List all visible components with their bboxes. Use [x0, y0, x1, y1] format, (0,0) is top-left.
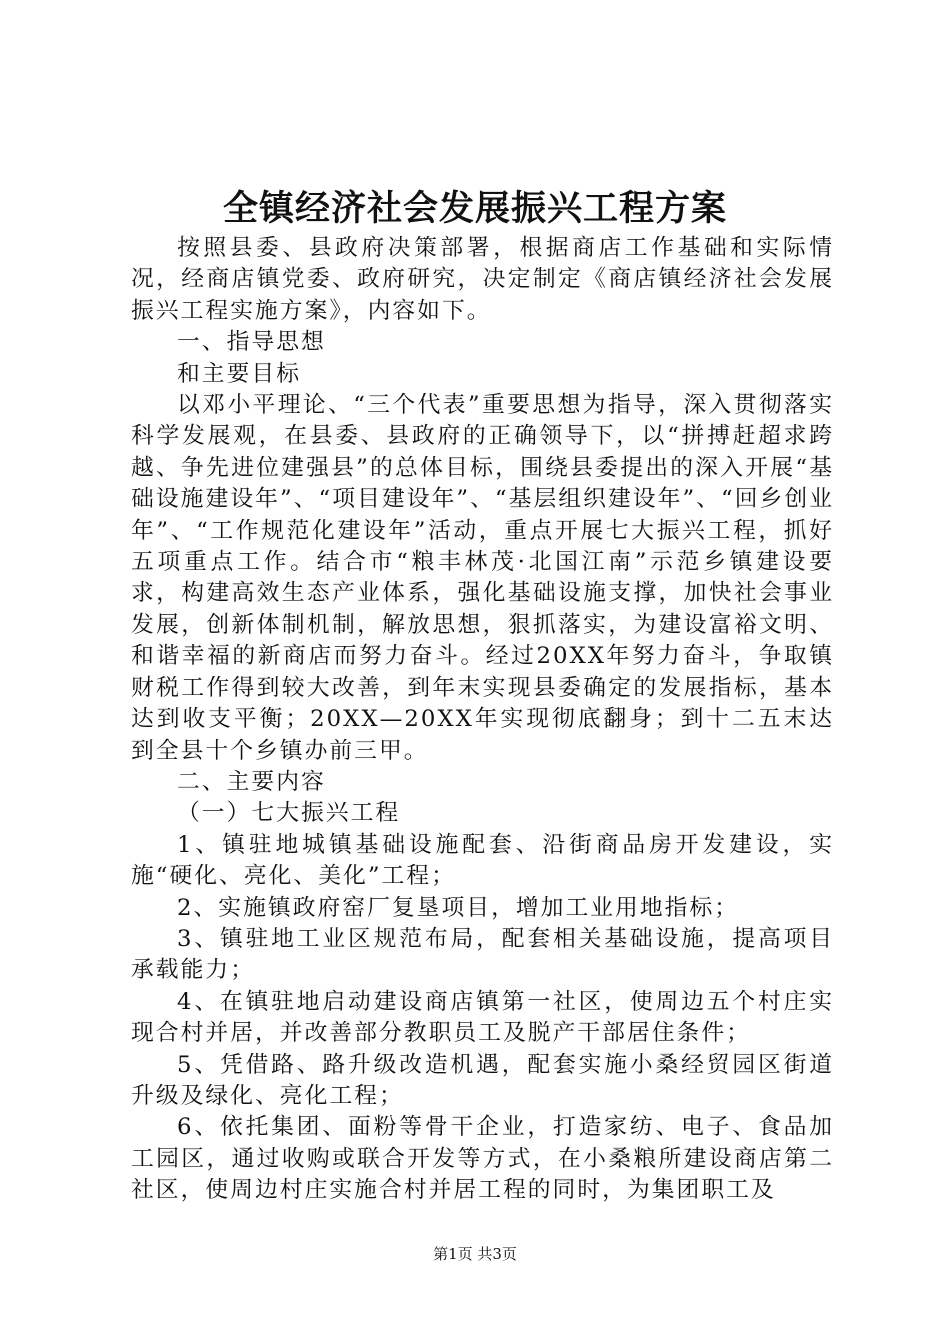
section-heading-guiding-thought: 一、指导思想	[177, 329, 326, 356]
document-body	[131, 233, 834, 1207]
document-title: 全镇经济社会发展振兴工程方案	[222, 189, 727, 229]
subsection-heading-seven-projects: （一）七大振兴工程	[177, 800, 401, 827]
list-item: 4、在镇驻地启动建设商店镇第一社区，使周边五个村庄实现合村并居，并改善部分教职员工及脱产干部居住条件；	[131, 988, 834, 1047]
list-item: 1、镇驻地城镇基础设施配套、沿街商品房开发建设，实施“硬化、亮化、美化”工程；	[131, 831, 834, 890]
page-number: 第1页 共3页	[433, 1245, 517, 1263]
list-item: 2、实施镇政府窑厂复垦项目，增加工业用地指标；	[177, 894, 740, 921]
list-item: 3、镇驻地工业区规范布局，配套相关基础设施，提高项目承载能力；	[131, 925, 834, 984]
section-heading-main-content: 二、主要内容	[177, 768, 326, 795]
list-item: 6、依托集团、面粉等骨干企业，打造家纺、电子、食品加工园区，通过收购或联合开发等方式，在小桑粮所建设商店第二社区，使周边村庄实施合村并居工程的同时，为集团职工及	[131, 1114, 834, 1204]
intro-paragraph: 按照县委、县政府决策部署，根据商店工作基础和实际情况，经商店镇党委、政府研究，决定制定《商店镇经济社会发展振兴工程实施方案》，内容如下。	[131, 235, 834, 324]
section-heading-main-goals: 和主要目标	[177, 360, 301, 387]
guiding-thought-paragraph: 以邓小平理论、“三个代表”重要思想为指导，深入贯彻落实科学发展观，在县委、县政府的正确领导下，以“拼搏赶超求跨越、争先进位建强县”的总体目标，围绕县委提出的深入开展“基础设施建设年”、“项目建设年”、“基层组织建设年”、“回乡创业年”、“工作规范化建设年”活动，重点开展七大振兴工程，抓好五项重点工作。结合市“粮丰林茂·北国江南”示范乡镇建设要求，构建高效生态产业体系，强化基础设施支撑，加快社会事业发展，创新体制机制，解放思想，狠抓落实，为建设富裕文明、和谐幸福的新商店而努力奋斗。经过20XX年努力奋斗，争取镇财税工作得到较大改善，到年末实现县委确定的发展指标，基本达到收支平衡；20XX—20XX年实现彻底翻身；到十二五末达到全县十个乡镇办前三甲。	[131, 392, 834, 764]
list-item: 5、凭借路、路升级改造机遇，配套实施小桑经贸园区街道升级及绿化、亮化工程；	[131, 1051, 834, 1109]
